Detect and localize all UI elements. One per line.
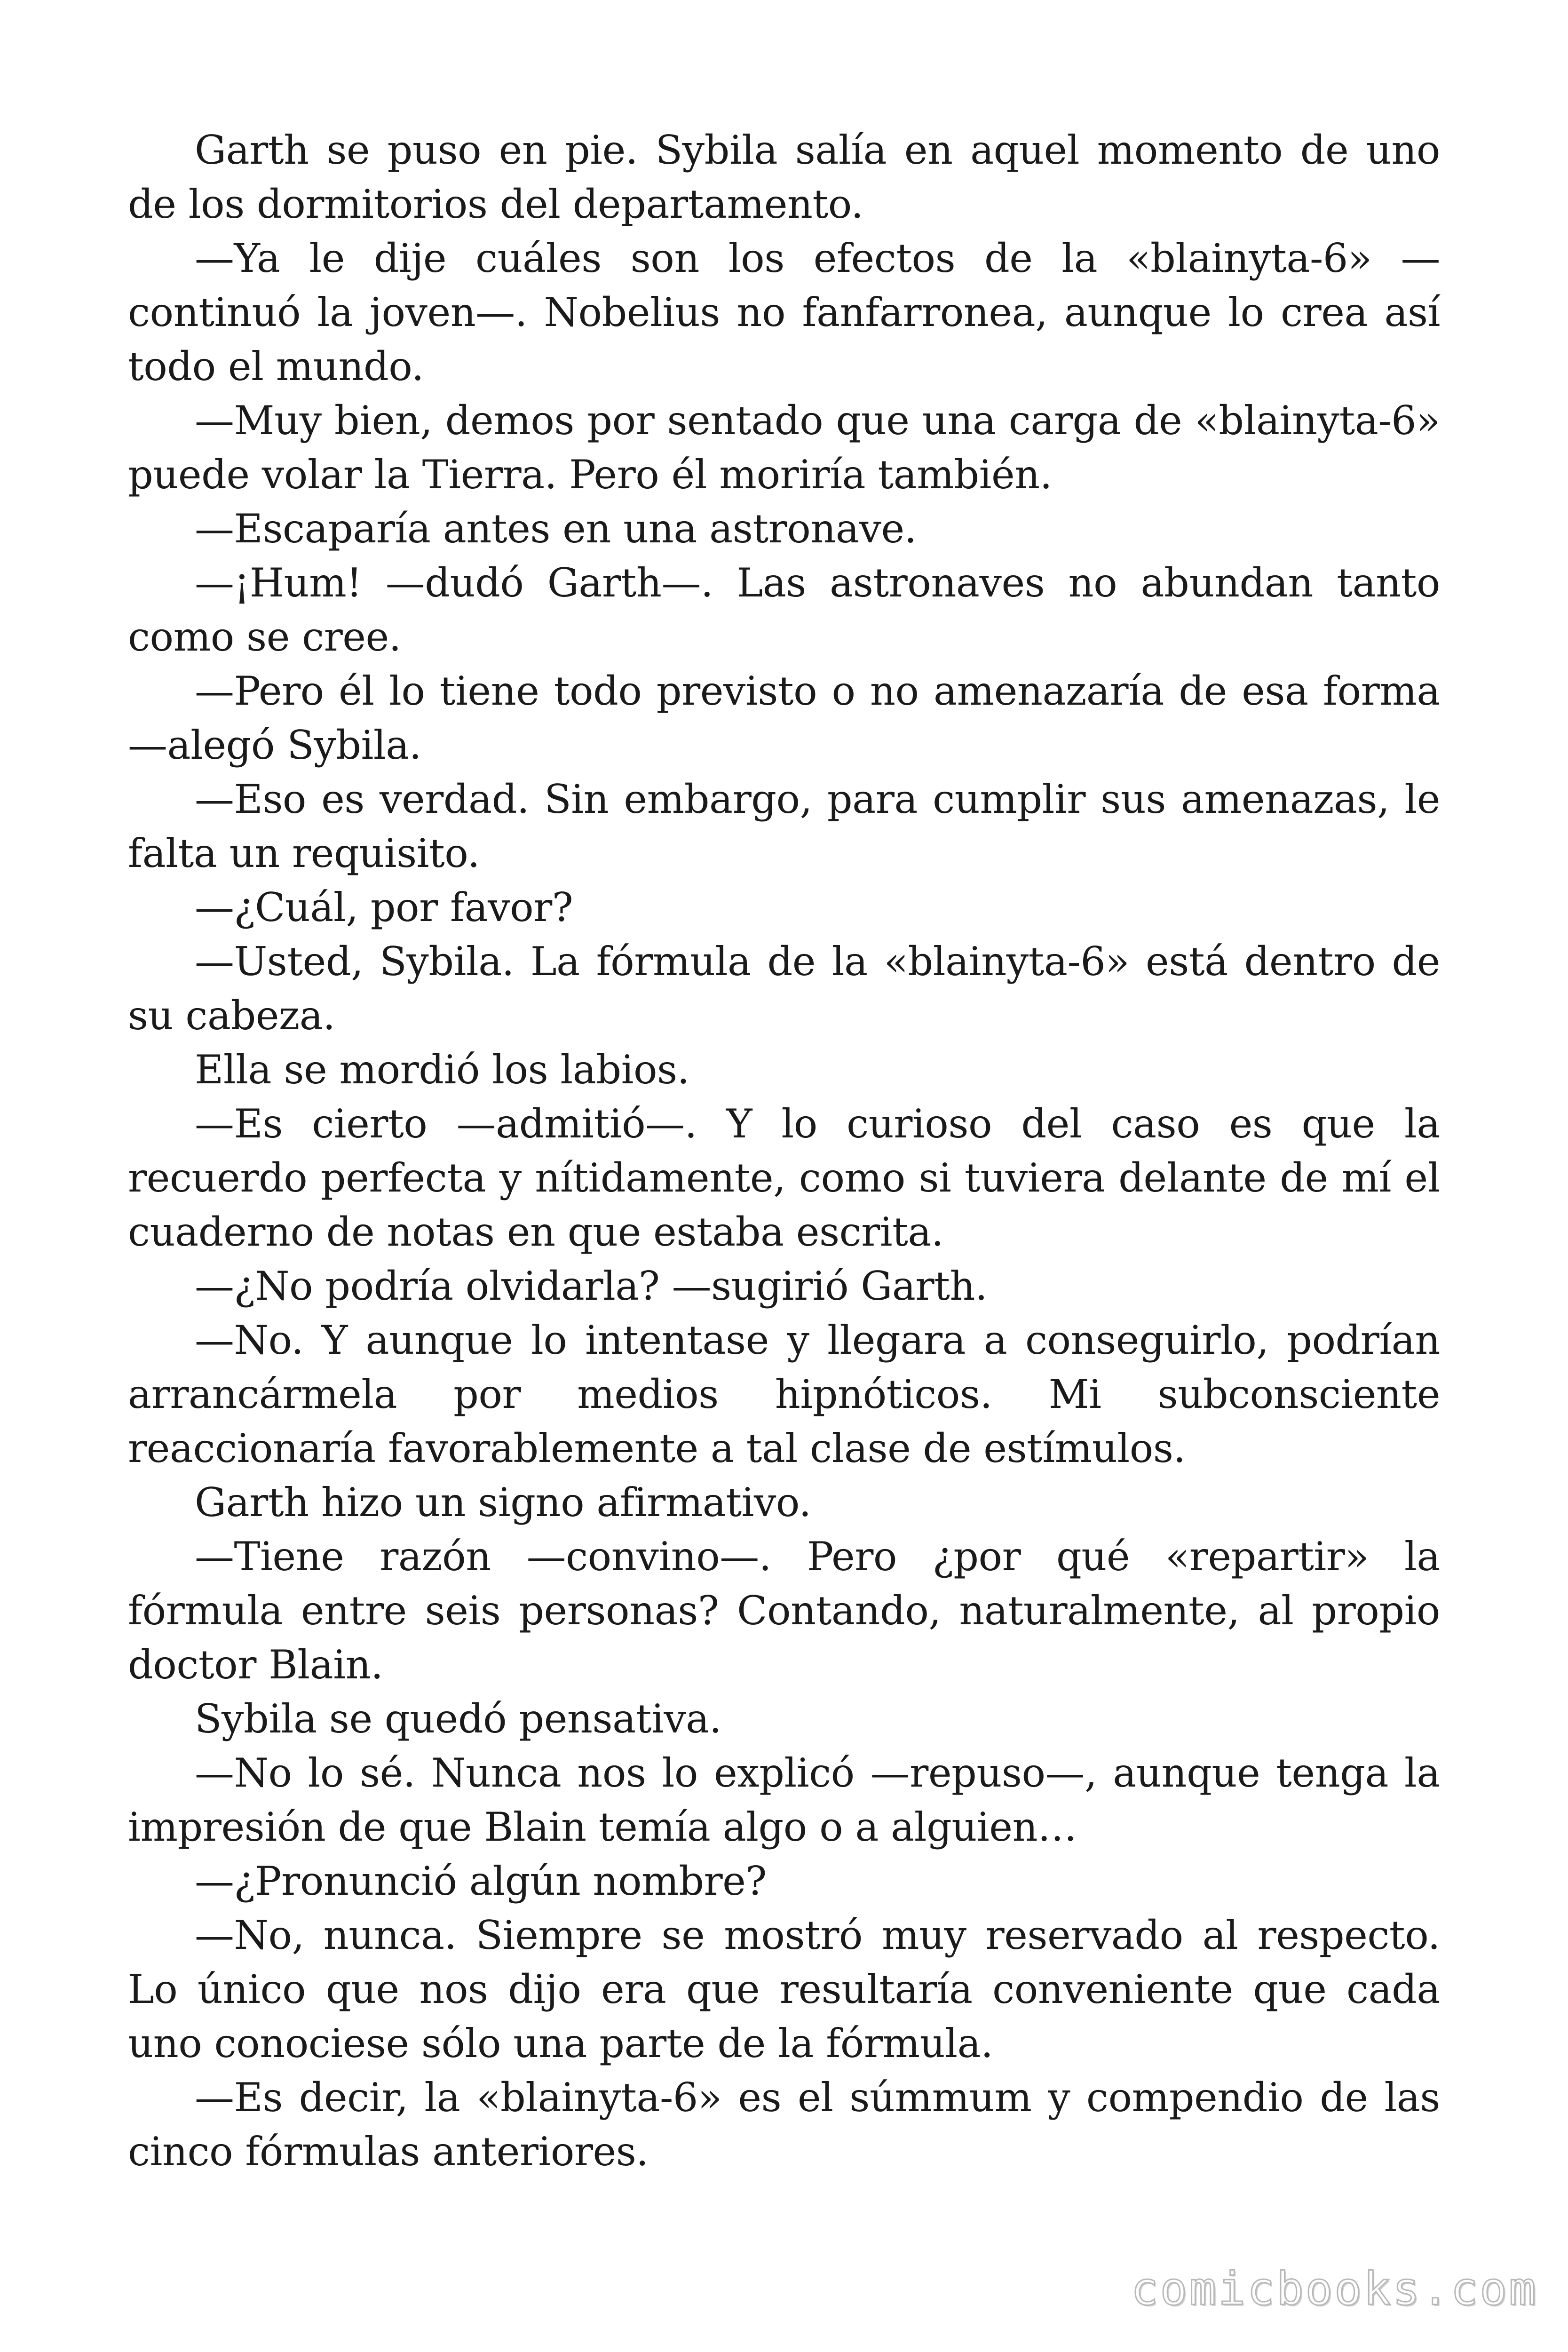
paragraph: —¡Hum! —dudó Garth—. Las astronaves no abundan tanto como se cree. xyxy=(128,560,1440,660)
paragraph: —Escaparía antes en una astronave. xyxy=(195,506,917,552)
paragraph: Garth hizo un signo afirmativo. xyxy=(195,1479,811,1526)
paragraph: —Ya le dije cuáles son los efectos de la «blainyta-6» —continuó la joven—. Nobelius no fanfarronea, aunque lo crea así todo el mundo. xyxy=(128,235,1440,389)
paragraph: Garth se puso en pie. Sybila salía en aquel momento de uno de los dormitorios del departamento. xyxy=(128,127,1440,227)
paragraph: Ella se mordió los labios. xyxy=(195,1047,689,1093)
paragraph: Sybila se quedó pensativa. xyxy=(195,1696,722,1742)
paragraph: —No. Y aunque lo intentase y llegara a conseguirlo, podrían arrancármela por medios hipnóticos. Mi subconsciente reaccionaría favorablemente a tal clase de estímulos. xyxy=(128,1317,1440,1471)
paragraph: —¿No podría olvidarla? —sugirió Garth. xyxy=(195,1263,988,1309)
page-text xyxy=(128,123,1440,2179)
paragraph: —Tiene razón —convino—. Pero ¿por qué «repartir» la fórmula entre seis personas? Contando, naturalmente, al propio doctor Blain. xyxy=(128,1534,1440,1688)
paragraph: —No, nunca. Siempre se mostró muy reservado al respecto. Lo único que nos dijo era que resultaría conveniente que cada uno conociese sólo una parte de la fórmula. xyxy=(128,1912,1440,2066)
site-watermark: comicbooks.com xyxy=(1131,2263,1538,2315)
paragraph: —Eso es verdad. Sin embargo, para cumplir sus amenazas, le falta un requisito. xyxy=(128,776,1440,876)
paragraph: —Pero él lo tiene todo previsto o no amenazaría de esa forma —alegó Sybila. xyxy=(128,668,1440,768)
paragraph: —Muy bien, demos por sentado que una carga de «blainyta-6» puede volar la Tierra. Pero él moriría también. xyxy=(128,397,1440,498)
paragraph: —¿Cuál, por favor? xyxy=(195,884,573,930)
paragraph: —No lo sé. Nunca nos lo explicó —repuso—, aunque tenga la impresión de que Blain temía algo o a alguien… xyxy=(128,1750,1440,1850)
paragraph: —Es cierto —admitió—. Y lo curioso del caso es que la recuerdo perfecta y nítidamente, como si tuviera delante de mí el cuaderno de notas en que estaba escrita. xyxy=(128,1101,1440,1255)
paragraph: —¿Pronunció algún nombre? xyxy=(195,1858,767,1904)
paragraph: —Es decir, la «blainyta-6» es el súmmum y compendio de las cinco fórmulas anteriores. xyxy=(128,2074,1440,2175)
paragraph: —Usted, Sybila. La fórmula de la «blainyta-6» está dentro de su cabeza. xyxy=(128,938,1440,1039)
